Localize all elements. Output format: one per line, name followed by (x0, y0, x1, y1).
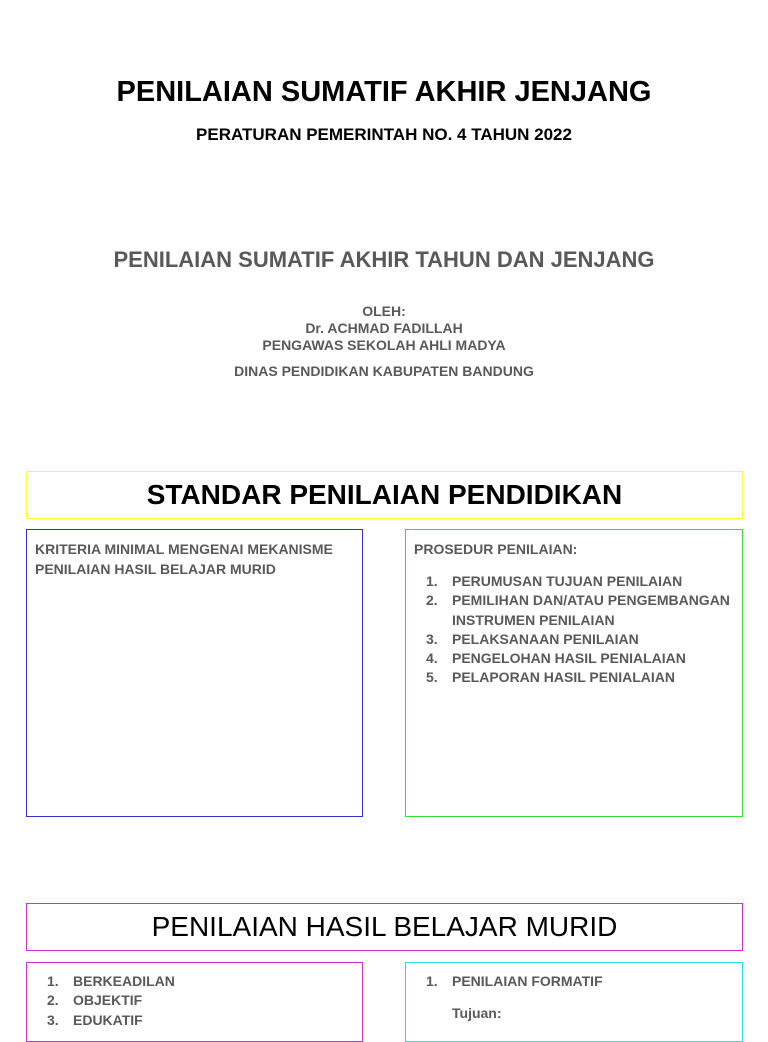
kriteria-text: KRITERIA MINIMAL MENGENAI MEKANISME PENILAIAN HASIL BELAJAR MURID (35, 541, 333, 577)
prosedur-box (405, 529, 743, 817)
page-title: PENILAIAN SUMATIF AKHIR JENJANG (116, 76, 652, 108)
standar-title: STANDAR PENILAIAN PENDIDIKAN (146, 479, 623, 510)
list-item (414, 572, 734, 591)
list-item (414, 649, 734, 668)
list-text: PERUMUSAN TUJUAN PENILAIAN (452, 573, 683, 589)
prinsip-box (26, 962, 363, 1042)
list-number: 1. (426, 573, 438, 589)
page-subtitle: PERATURAN PEMERINTAH NO. 4 TAHUN 2022 (196, 125, 572, 144)
list-number: 4. (426, 650, 438, 667)
list-text: BERKEADILAN (73, 973, 175, 989)
list-text: OBJEKTIF (73, 992, 143, 1009)
list-text: PELAPORAN HASIL PENIALAIAN (452, 669, 675, 686)
prosedur-list (414, 572, 734, 688)
jenis-list (414, 972, 734, 991)
list-number: 3. (426, 630, 438, 647)
section-title: PENILAIAN SUMATIF AKHIR TAHUN DAN JENJANG (113, 247, 655, 272)
kriteria-box (26, 529, 363, 817)
list-number: 2. (47, 992, 59, 1009)
list-item (414, 972, 734, 991)
list-item (414, 630, 734, 649)
list-number: 2. (426, 592, 438, 609)
list-item (35, 991, 354, 1010)
author-agency: DINAS PENDIDIKAN KABUPATEN BANDUNG (234, 363, 534, 379)
prosedur-label: PROSEDUR PENILAIAN: (414, 541, 578, 557)
list-text: EDUKATIF (73, 1011, 143, 1028)
author-by-label: OLEH: (362, 303, 406, 319)
list-number: 1. (426, 973, 438, 989)
author-role: PENGAWAS SEKOLAH AHLI MADYA (262, 337, 506, 353)
standar-title-box (26, 471, 743, 519)
list-text: PENGELOHAN HASIL PENIALAIAN (452, 650, 686, 667)
list-number: 3. (47, 1011, 59, 1028)
list-item (35, 1011, 354, 1030)
list-number: 1. (47, 973, 59, 989)
list-item (414, 591, 734, 630)
list-item (35, 972, 354, 991)
jenis-penilaian-box (405, 962, 743, 1042)
list-text: PELAKSANAAN PENILAIAN (452, 630, 639, 647)
list-text: PEMILIHAN DAN/ATAU PENGEMBANGAN INSTRUMEN PENILAIAN (452, 592, 730, 628)
author-name: Dr. ACHMAD FADILLAH (305, 320, 463, 336)
tujuan-label: Tujuan: (452, 1005, 502, 1022)
list-item (414, 668, 734, 687)
list-text: PENILAIAN FORMATIF (452, 973, 603, 989)
list-number: 5. (426, 669, 438, 686)
prinsip-list (35, 972, 354, 1030)
penilaian-title: PENILAIAN HASIL BELAJAR MURID (151, 911, 618, 942)
penilaian-title-box (26, 903, 743, 951)
